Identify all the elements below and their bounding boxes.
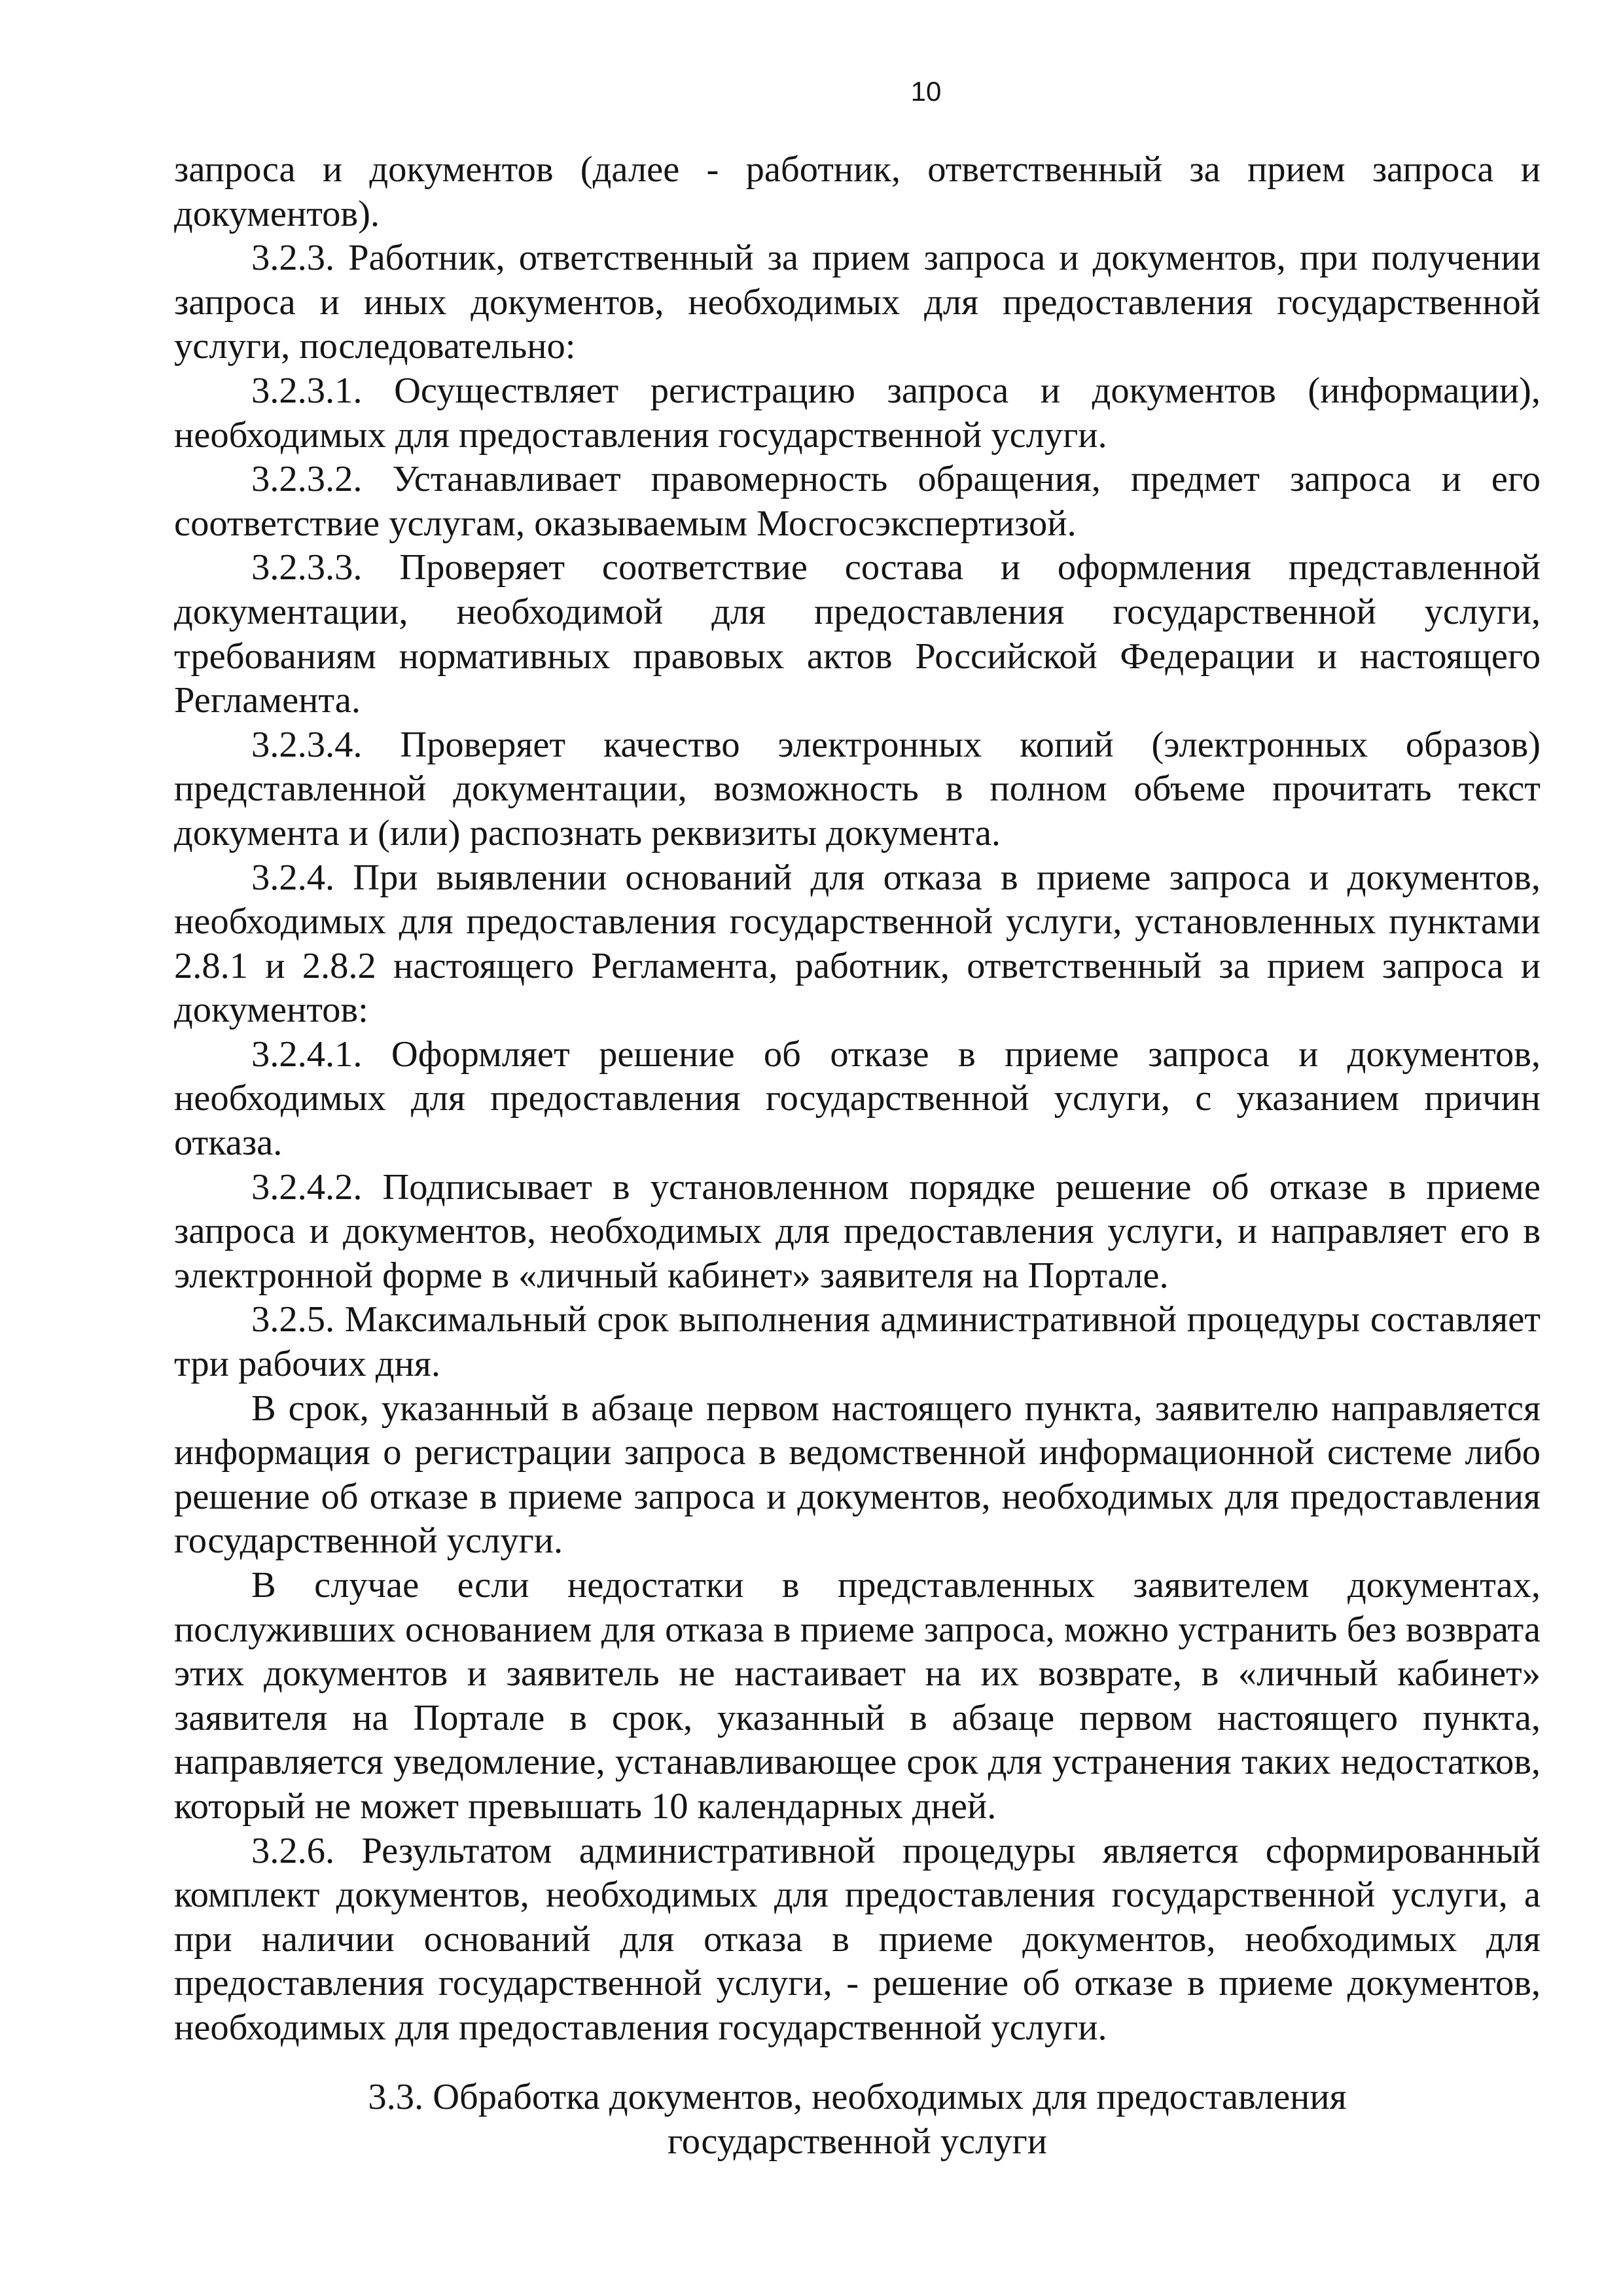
paragraph-deficiencies: В случае если недостатки в представленных заявителем документах, послуживших основанием для отказа в приеме запроса, можно устранить без возврата этих документов и заявитель не настаивает на их возврате, в «личный кабинет» заявителя на Портале в срок, указанный в абзаце первом настоящего пункта, направляется уведомление, устанавливающее срок для устранения таких недостатков, который не может превышать 10 календарных дней. [174, 1565, 1541, 1827]
paragraph-3-2-6: 3.2.6. Результатом административной процедуры является сформированный комплект документов, необходимых для предоставления государственной услуги, а при наличии оснований для отказа в приеме документов, необходимых для предоставления государственной услуги, - решение об отказе в приеме документов, необходимых для предоставления государственной услуги. [174, 1830, 1541, 2048]
paragraph-3-2-5: 3.2.5. Максимальный срок выполнения административной процедуры составляет три рабочих дня. [174, 1299, 1541, 1385]
paragraph-3-2-3-1: 3.2.3.1. Осуществляет регистрацию запроса и документов (информации), необходимых для предоставления государственной услуги. [174, 370, 1541, 456]
paragraph-3-2-4-1: 3.2.4.1. Оформляет решение об отказе в приеме запроса и документов, необходимых для предоставления государственной услуги, с указанием причин отказа. [174, 1033, 1541, 1164]
section-heading-line-2: государственной услуги [668, 2121, 1047, 2162]
paragraph-3-2-3: 3.2.3. Работник, ответственный за прием запроса и документов, при получении запроса и иных документов, необходимых для предоставления государственной услуги, последовательно: [174, 238, 1541, 367]
paragraph-3-2-4: 3.2.4. При выявлении оснований для отказа в приеме запроса и документов, необходимых для предоставления государственной услуги, установленных пунктами 2.8.1 и 2.8.2 настоящего Регламента, работник, ответственный за прием запроса и документов: [174, 857, 1541, 1031]
paragraph-3-2-3-4: 3.2.3.4. Проверяет качество электронных копий (электронных образов) представленной документации, возможность в полном объеме прочитать текст документа и (или) распознать реквизиты документа. [174, 724, 1541, 853]
paragraph-continuation: запроса и документов (далее - работник, ответственный за прием запроса и документов). [174, 149, 1541, 234]
page-number: 10 [910, 76, 942, 107]
section-heading-line-1: 3.3. Обработка документов, необходимых для предоставления [368, 2077, 1347, 2117]
paragraph-3-2-3-2: 3.2.3.2. Устанавливает правомерность обращения, предмет запроса и его соответствие услугам, оказываемым Мосгосэкспертизой. [174, 459, 1541, 544]
paragraph-3-2-4-2: 3.2.4.2. Подписывает в установленном порядке решение об отказе в приеме запроса и документов, необходимых для предоставления услуги, и направляет его в электронной форме в «личный кабинет» заявителя на Портале. [174, 1166, 1541, 1296]
paragraph-term-notice: В срок, указанный в абзаце первом настоящего пункта, заявителю направляется информация о регистрации запроса в ведомственной информационной системе либо решение об отказе в приеме запроса и документов, необходимых для предоставления государственной услуги. [174, 1388, 1541, 1562]
section-heading-3-3 [174, 2075, 1541, 2164]
paragraph-3-2-3-3: 3.2.3.3. Проверяет соответствие состава и оформления представленной документации, необходимой для предоставления государственной услуги, требованиям нормативных правовых актов Российской Федерации и настоящего Регламента. [174, 547, 1541, 721]
body-text [174, 148, 1541, 2051]
